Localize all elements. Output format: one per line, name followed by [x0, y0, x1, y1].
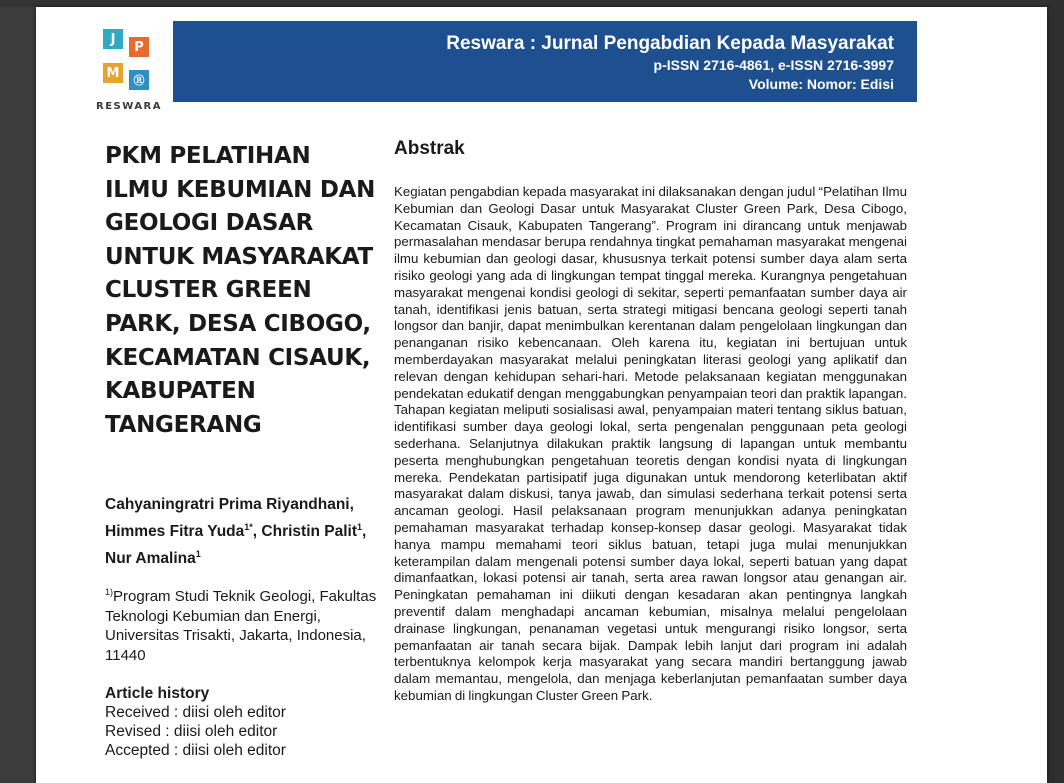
journal-header-banner — [173, 21, 917, 102]
author-sup: 1 — [357, 522, 363, 532]
author-name: Cahyaningratri Prima Riyandhani — [105, 496, 350, 513]
viewer-scrollbar[interactable] — [1047, 0, 1064, 783]
author-name: Christin Palit — [261, 523, 358, 541]
logo-tile-p: P — [129, 37, 149, 57]
affiliation-sup: 1) — [105, 587, 114, 597]
logo-tile-j: J — [103, 29, 123, 49]
history-received: Received : diisi oleh editor — [105, 704, 286, 721]
author-sup: 1* — [244, 522, 253, 532]
journal-issn: p-ISSN 2716-4861, e-ISSN 2716-3997 — [653, 57, 894, 73]
logo-tile-emblem: Ⓡ — [129, 70, 149, 90]
abstract-heading: Abstrak — [394, 138, 465, 159]
history-heading: Article history — [105, 685, 210, 702]
author-name: Himmes Fitra Yuda — [105, 523, 245, 541]
abstract-body: Kegiatan pengabdian kepada masyarakat ini dilaksanakan dengan judul “Pelatihan Ilmu Kebumian dan Geologi Dasar untuk Masyarakat Cluster Green Park, Desa Cibogo, Kecamatan Cisauk, Kabupaten Tangerang”. Program ini dirancang untuk menjawab permasalahan mendasar berupa rendahnya tingkat pemahaman masyarakat mengenai ilmu kebumian dan geologi dasar, khususnya terkait potensi sumber daya alam serta risiko geologi yang ada di lingkungan tempat tinggal mereka. Kurangnya pengetahuan masyarakat mengenai kondisi geologi di sekitar, seperti pemanfaatan sumber daya air tanah, identifikasi jenis batuan, serta strategi mitigasi bencana geologi seperti tanah longsor dan banjir, dapat menimbulkan kerentanan dalam pengelolaan lingkungan dan penanganan risiko kebencanaan. Oleh karena itu, kegiatan ini bertujuan untuk memberdayakan masyarakat melalui peningkatan literasi geologi yang aplikatif dan relevan dengan kehidupan sehari-hari. Metode pelaksanaan kegiatan menggunakan pendekatan edukatif dengan menggabungkan penyampaian teori dan praktik lapangan. Tahapan kegiatan meliputi sosialisasi awal, penyampaian materi tentang siklus batuan, identifikasi sumber daya geologi lokal, serta pengenalan penggunaan peta geologi sederhana. Selanjutnya dilakukan praktik langsung di lapangan untuk membantu peserta menghubungkan pengetahuan teoretis dengan kondisi nyata di lingkungan mereka. Pendekatan partisipatif juga digunakan untuk mendorong keterlibatan aktif masyarakat dalam diskusi, tanya jawab, dan simulasi sederhana terkait potensi serta ancaman geologi. Hasil pelaksanaan program menunjukkan adanya peningkatan pemahaman masyarakat terhadap konsep-konsep dasar geologi. Masyarakat tidak hanya mampu memahami teori siklus batuan, tetapi juga mulai menunjukkan keterampilan dalam mengenali potensi sumber daya lokal, seperti batuan yang dapat dimanfaatkan, lokasi potensi air tanah, serta area rawan longsor atau genangan air. Peningkatan pemahaman ini diikuti dengan kesadaran akan pentingnya langkah preventif dalam menghadapi ancaman kebumian, misalnya melalui pengelolaan drainase lingkungan, penanaman vegetasi untuk mengurangi risiko longsor, serta pemanfaatan air tanah secara bijak. Dampak lebih lanjut dari program ini adalah terbentuknya kelompok kerja masyarakat yang secara mandiri bertanggung jawab dalam memantau, mengelola, dan menjaga keberlanjutan pemanfaatan sumber daya kebumian di lingkungan Cluster Green Park. — [394, 184, 907, 703]
article-title: PKM PELATIHAN ILMU KEBUMIAN DAN GEOLOGI DASAR UNTUK MASYARAKAT CLUSTER GREEN PARK, DESA CIBOGO, KECAMATAN CISAUK, KABUPATEN TANGERANG — [105, 143, 376, 438]
affiliation-text: Program Studi Teknik Geologi, Fakultas Teknologi Kebumian dan Energi, Universitas Trisakti, Jakarta, Indonesia, 11440 — [105, 588, 377, 664]
author-affiliation — [105, 583, 385, 665]
history-accepted: Accepted : diisi oleh editor — [105, 742, 286, 759]
viewer-top-strip — [0, 0, 1064, 7]
logo-tile-m: M — [103, 63, 123, 83]
author-list: Cahyaningratri Prima Riyandhani, Himmes Fitra Yuda$^{1*}$, Christin Palit$^1$, Nur Amalina$^1$ — [105, 496, 367, 568]
logo-wordmark: RESWARA — [96, 101, 162, 112]
history-revised: Revised : diisi oleh editor — [105, 723, 278, 740]
author-sup: 1 — [195, 549, 201, 560]
author-name: Nur Amalina — [105, 550, 196, 568]
journal-volume: Volume: Nomor: Edisi — [748, 76, 894, 92]
reswara-logo — [96, 19, 176, 119]
journal-title: Reswara : Jurnal Pengabdian Kepada Masyarakat — [446, 33, 894, 54]
article-history — [105, 684, 385, 760]
